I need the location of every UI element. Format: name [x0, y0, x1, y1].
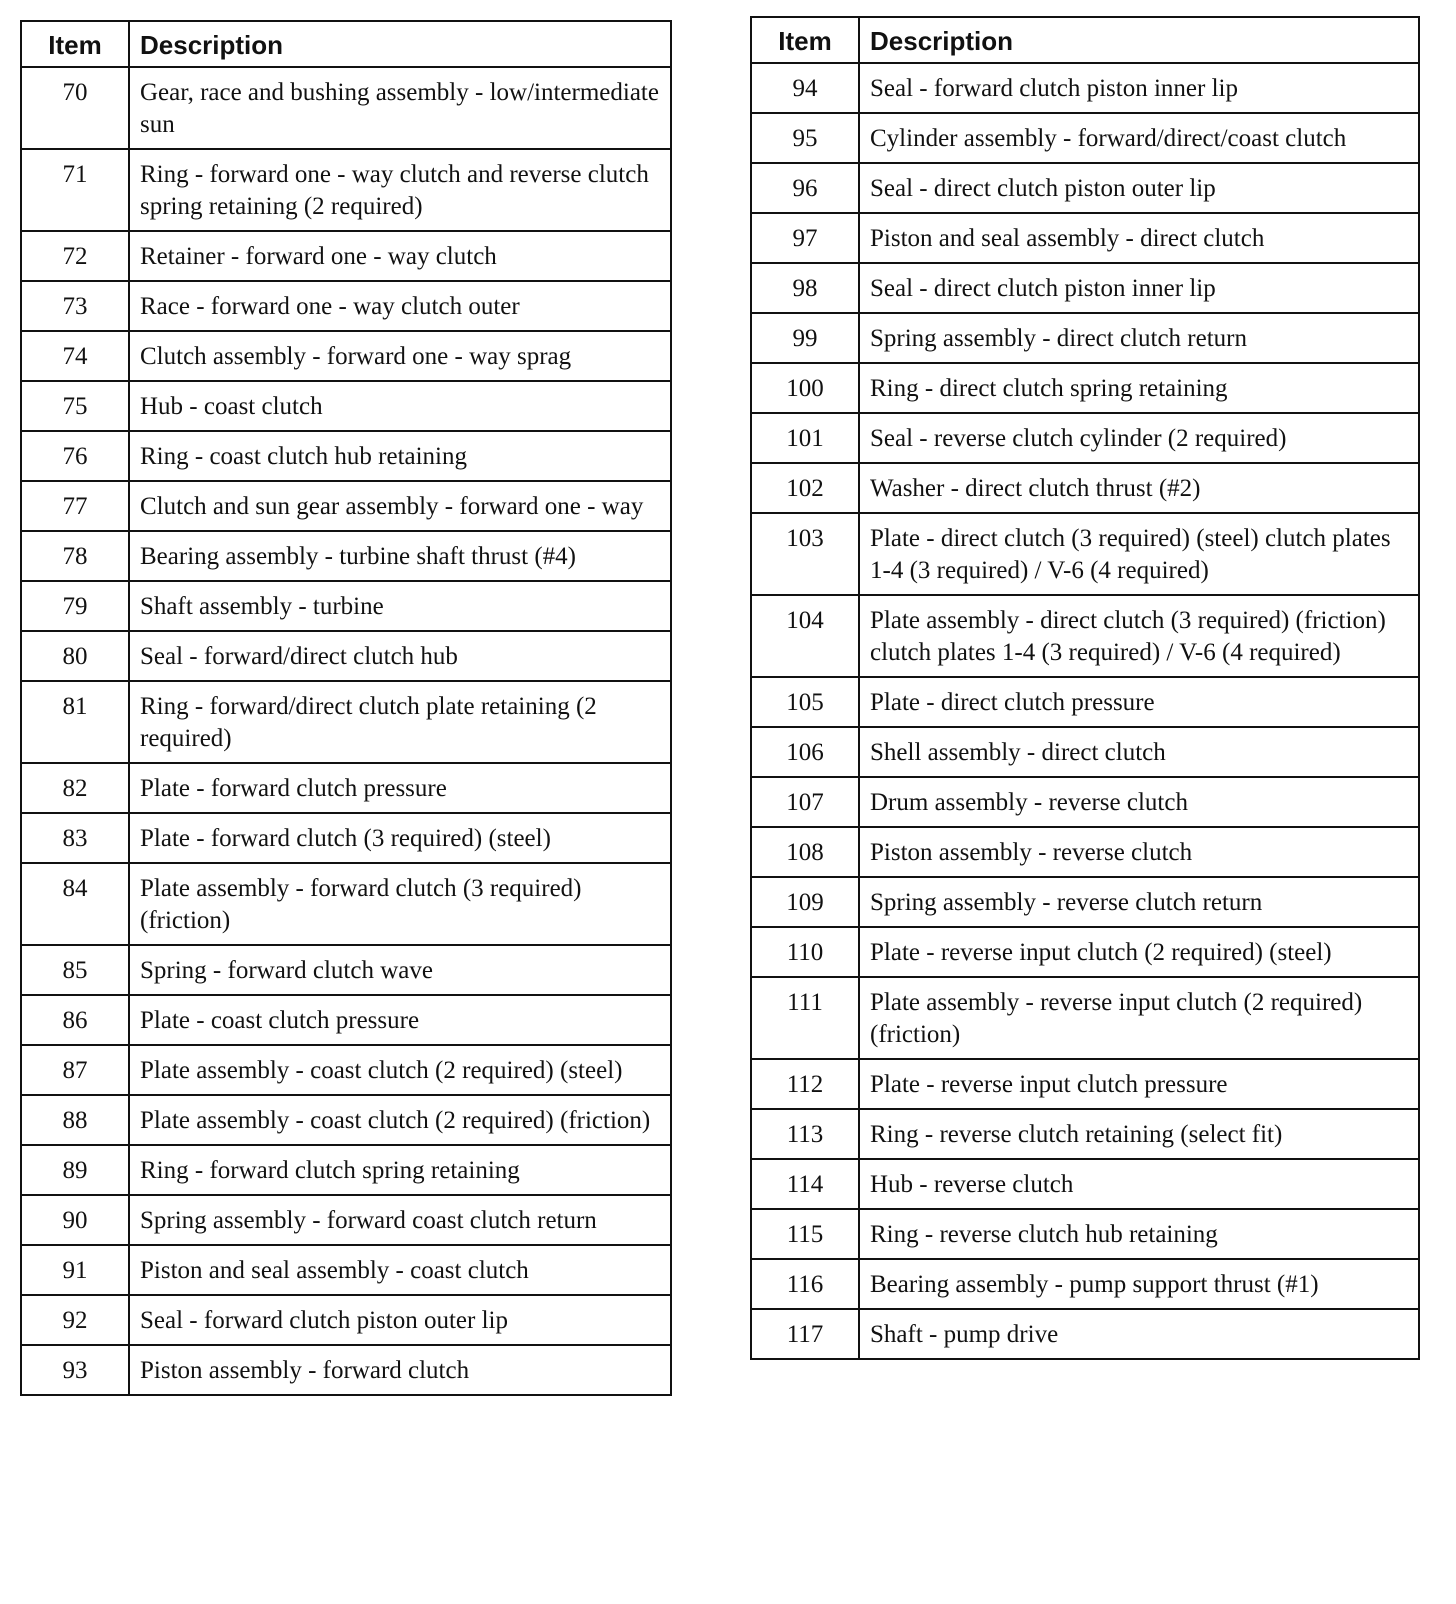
item-number: 71 — [21, 149, 129, 231]
item-number: 91 — [21, 1245, 129, 1295]
item-number: 96 — [751, 163, 859, 213]
table-row — [21, 945, 671, 995]
table-row — [21, 531, 671, 581]
table-row — [21, 681, 671, 763]
item-description: Piston and seal assembly - direct clutch — [859, 213, 1419, 263]
table-row — [751, 1209, 1419, 1259]
item-description: Spring - forward clutch wave — [129, 945, 671, 995]
description-column-header: Description — [129, 21, 671, 67]
table-row — [21, 1245, 671, 1295]
item-description: Hub - reverse clutch — [859, 1159, 1419, 1209]
item-description: Drum assembly - reverse clutch — [859, 777, 1419, 827]
table-row — [21, 1195, 671, 1245]
item-description: Plate - reverse input clutch (2 required) (steel) — [859, 927, 1419, 977]
item-description: Spring assembly - reverse clutch return — [859, 877, 1419, 927]
item-description: Plate - direct clutch (3 required) (steel) clutch plates 1-4 (3 required) / V-6 (4 required) — [859, 513, 1419, 595]
table-row — [751, 727, 1419, 777]
item-number: 103 — [751, 513, 859, 595]
item-number: 99 — [751, 313, 859, 363]
item-number: 72 — [21, 231, 129, 281]
table-header-row — [21, 21, 671, 67]
parts-table-left — [20, 20, 672, 1396]
item-description: Shaft assembly - turbine — [129, 581, 671, 631]
item-number: 88 — [21, 1095, 129, 1145]
table-row — [21, 813, 671, 863]
item-number: 94 — [751, 63, 859, 113]
item-number: 95 — [751, 113, 859, 163]
table-row — [751, 463, 1419, 513]
table-row — [751, 313, 1419, 363]
item-description: Piston assembly - forward clutch — [129, 1345, 671, 1395]
table-row — [21, 281, 671, 331]
item-number: 98 — [751, 263, 859, 313]
item-number: 78 — [21, 531, 129, 581]
table-row — [751, 1159, 1419, 1209]
table-row — [21, 1345, 671, 1395]
item-number: 109 — [751, 877, 859, 927]
item-description: Seal - forward clutch piston outer lip — [129, 1295, 671, 1345]
item-number: 116 — [751, 1259, 859, 1309]
item-number: 83 — [21, 813, 129, 863]
item-number: 117 — [751, 1309, 859, 1359]
item-number: 106 — [751, 727, 859, 777]
item-description: Ring - reverse clutch retaining (select fit) — [859, 1109, 1419, 1159]
item-description: Ring - direct clutch spring retaining — [859, 363, 1419, 413]
item-description: Washer - direct clutch thrust (#2) — [859, 463, 1419, 513]
item-description: Cylinder assembly - forward/direct/coast clutch — [859, 113, 1419, 163]
table-row — [751, 927, 1419, 977]
item-description: Seal - reverse clutch cylinder (2 required) — [859, 413, 1419, 463]
item-number: 89 — [21, 1145, 129, 1195]
item-number: 107 — [751, 777, 859, 827]
item-description: Clutch assembly - forward one - way sprag — [129, 331, 671, 381]
item-description: Ring - forward clutch spring retaining — [129, 1145, 671, 1195]
table-row — [751, 113, 1419, 163]
table-row — [21, 231, 671, 281]
item-number: 79 — [21, 581, 129, 631]
table-row — [21, 1095, 671, 1145]
item-description: Seal - forward clutch piston inner lip — [859, 63, 1419, 113]
description-column-header: Description — [859, 17, 1419, 63]
table-row — [21, 331, 671, 381]
table-row — [21, 1295, 671, 1345]
item-description: Piston assembly - reverse clutch — [859, 827, 1419, 877]
item-column-header: Item — [21, 21, 129, 67]
table-header-row — [751, 17, 1419, 63]
item-description: Shaft - pump drive — [859, 1309, 1419, 1359]
table-row — [751, 877, 1419, 927]
item-number: 110 — [751, 927, 859, 977]
table-row — [21, 581, 671, 631]
table-row — [751, 163, 1419, 213]
item-description: Ring - coast clutch hub retaining — [129, 431, 671, 481]
item-number: 104 — [751, 595, 859, 677]
item-number: 105 — [751, 677, 859, 727]
table-row — [21, 67, 671, 149]
table-row — [21, 995, 671, 1045]
item-description: Plate assembly - reverse input clutch (2 required) (friction) — [859, 977, 1419, 1059]
item-description: Clutch and sun gear assembly - forward one - way — [129, 481, 671, 531]
item-description: Bearing assembly - turbine shaft thrust (#4) — [129, 531, 671, 581]
item-description: Plate assembly - coast clutch (2 required) (steel) — [129, 1045, 671, 1095]
table-row — [751, 263, 1419, 313]
item-description: Piston and seal assembly - coast clutch — [129, 1245, 671, 1295]
parts-table-right — [750, 16, 1420, 1360]
item-number: 108 — [751, 827, 859, 877]
item-description: Seal - forward/direct clutch hub — [129, 631, 671, 681]
table-row — [751, 63, 1419, 113]
item-number: 115 — [751, 1209, 859, 1259]
item-description: Seal - direct clutch piston inner lip — [859, 263, 1419, 313]
item-description: Ring - forward/direct clutch plate retaining (2 required) — [129, 681, 671, 763]
item-description: Plate - reverse input clutch pressure — [859, 1059, 1419, 1109]
item-number: 102 — [751, 463, 859, 513]
item-column-header: Item — [751, 17, 859, 63]
table-row — [751, 595, 1419, 677]
item-number: 73 — [21, 281, 129, 331]
item-number: 101 — [751, 413, 859, 463]
table-row — [751, 777, 1419, 827]
table-row — [751, 677, 1419, 727]
item-number: 97 — [751, 213, 859, 263]
table-row — [751, 1059, 1419, 1109]
table-row — [21, 381, 671, 431]
item-description: Plate - forward clutch pressure — [129, 763, 671, 813]
item-description: Shell assembly - direct clutch — [859, 727, 1419, 777]
table-row — [21, 149, 671, 231]
item-number: 114 — [751, 1159, 859, 1209]
table-row — [21, 481, 671, 531]
item-description: Ring - reverse clutch hub retaining — [859, 1209, 1419, 1259]
item-description: Plate assembly - forward clutch (3 required) (friction) — [129, 863, 671, 945]
table-row — [751, 413, 1419, 463]
item-description: Plate assembly - coast clutch (2 required) (friction) — [129, 1095, 671, 1145]
table-row — [751, 363, 1419, 413]
item-number: 70 — [21, 67, 129, 149]
item-description: Hub - coast clutch — [129, 381, 671, 431]
item-number: 111 — [751, 977, 859, 1059]
item-number: 76 — [21, 431, 129, 481]
table-row — [751, 977, 1419, 1059]
item-number: 87 — [21, 1045, 129, 1095]
item-description: Race - forward one - way clutch outer — [129, 281, 671, 331]
table-row — [751, 1309, 1419, 1359]
item-description: Plate assembly - direct clutch (3 required) (friction) clutch plates 1-4 (3 required) / V-6 (4 required) — [859, 595, 1419, 677]
table-row — [751, 827, 1419, 877]
item-description: Plate - coast clutch pressure — [129, 995, 671, 1045]
item-number: 85 — [21, 945, 129, 995]
item-number: 82 — [21, 763, 129, 813]
item-description: Plate - forward clutch (3 required) (steel) — [129, 813, 671, 863]
item-number: 77 — [21, 481, 129, 531]
item-description: Seal - direct clutch piston outer lip — [859, 163, 1419, 213]
table-row — [751, 1109, 1419, 1159]
item-number: 80 — [21, 631, 129, 681]
item-number: 84 — [21, 863, 129, 945]
table-row — [21, 431, 671, 481]
item-number: 90 — [21, 1195, 129, 1245]
item-description: Plate - direct clutch pressure — [859, 677, 1419, 727]
item-description: Bearing assembly - pump support thrust (#1) — [859, 1259, 1419, 1309]
item-description: Ring - forward one - way clutch and reverse clutch spring retaining (2 required) — [129, 149, 671, 231]
table-row — [21, 1045, 671, 1095]
item-number: 74 — [21, 331, 129, 381]
item-number: 92 — [21, 1295, 129, 1345]
item-description: Retainer - forward one - way clutch — [129, 231, 671, 281]
item-description: Spring assembly - direct clutch return — [859, 313, 1419, 363]
item-number: 100 — [751, 363, 859, 413]
item-number: 86 — [21, 995, 129, 1045]
table-row — [21, 763, 671, 813]
table-row — [21, 631, 671, 681]
table-row — [751, 513, 1419, 595]
item-description: Spring assembly - forward coast clutch return — [129, 1195, 671, 1245]
table-row — [21, 863, 671, 945]
item-number: 75 — [21, 381, 129, 431]
item-number: 81 — [21, 681, 129, 763]
item-description: Gear, race and bushing assembly - low/intermediate sun — [129, 67, 671, 149]
item-number: 93 — [21, 1345, 129, 1395]
table-row — [21, 1145, 671, 1195]
table-row — [751, 213, 1419, 263]
item-number: 113 — [751, 1109, 859, 1159]
item-number: 112 — [751, 1059, 859, 1109]
table-row — [751, 1259, 1419, 1309]
